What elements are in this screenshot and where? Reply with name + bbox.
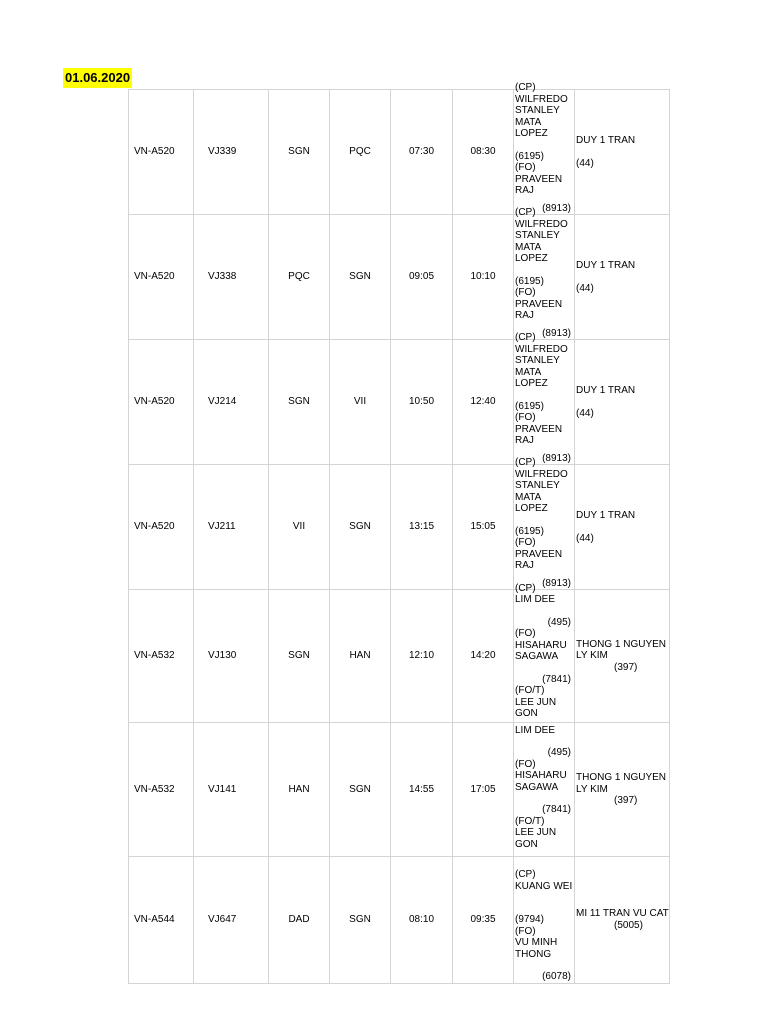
destination-cell: HAN [330,590,391,723]
flight-number-cell: VJ130 [194,590,269,723]
first-officer-tag: (FO) [515,537,536,548]
first-officer-id: (8913) [542,202,571,214]
cabin-crew-cell [575,90,670,215]
origin-cell: SGN [269,590,330,723]
captain-id: (495) [547,747,571,759]
first-officer-tag: (FO) [515,925,536,937]
flight-crew-cell [514,457,575,590]
departure-time-cell: 13:15 [391,465,453,590]
table-row [129,857,670,984]
date-heading: 01.06.2020 [63,68,132,88]
cabin-crew-name: MI 11 TRAN VU CAT [576,908,669,920]
captain-id: (495) [547,616,571,628]
cabin-crew-cell [575,465,670,590]
flight-crew-cell [514,723,575,857]
first-officer-id: (8913) [542,327,571,339]
flight-crew-cell [514,207,575,340]
table-row [129,590,670,723]
cabin-crew-name: DUY 1 TRAN [576,260,636,271]
first-officer-id: (6078) [542,971,571,982]
trainee-officer-tag: (FO/T) [515,685,545,696]
table-row [129,215,670,340]
arrival-time-cell: 14:20 [453,590,514,723]
captain-tag: (CP) [515,332,536,343]
captain-id: (6195) [515,400,544,412]
captain-tag: (CP) [515,582,536,594]
registration-cell: VN-A520 [129,340,194,465]
first-officer-name: PRAVEEN RAJ [515,298,565,321]
arrival-time-cell: 09:35 [453,857,514,984]
cabin-crew-id: (44) [576,282,594,294]
registration-cell: VN-A532 [129,590,194,723]
flight-number-cell: VJ338 [194,215,269,340]
captain-id: (6195) [515,525,544,537]
cabin-crew-cell [575,340,670,465]
first-officer-name: PRAVEEN RAJ [515,423,565,446]
registration-cell: VN-A520 [129,215,194,340]
first-officer-tag: (FO) [515,628,536,639]
trainee-officer-name: LEE JUN GON [515,827,559,850]
cabin-crew-id: (44) [576,532,594,544]
cabin-crew-id: (44) [576,407,594,419]
captain-name: WILFREDO STANLEY MATA LOPEZ [515,343,571,389]
first-officer-tag: (FO) [515,287,536,298]
cabin-crew-id: (44) [576,157,594,169]
origin-cell: VII [269,465,330,590]
captain-tag: (CP) [515,82,536,93]
flight-crew-cell [514,82,575,215]
origin-cell: SGN [269,340,330,465]
origin-cell: SGN [269,90,330,215]
registration-cell: VN-A544 [129,857,194,984]
arrival-time-cell: 15:05 [453,465,514,590]
destination-cell: PQC [330,90,391,215]
cabin-crew-name: THONG 1 NGUYEN LY KIM [576,772,667,795]
first-officer-id: (7841) [542,804,571,816]
first-officer-name: PRAVEEN RAJ [515,548,565,571]
first-officer-id: (7841) [542,673,571,685]
trainee-officer-tag: (FO/T) [515,815,545,827]
departure-time-cell: 10:50 [391,340,453,465]
departure-time-cell: 14:55 [391,723,453,857]
departure-time-cell: 12:10 [391,590,453,723]
first-officer-name: HISAHARU SAGAWA [515,639,570,662]
arrival-time-cell: 10:10 [453,215,514,340]
captain-name: KUANG WEI [515,880,573,892]
captain-name: LIM DEE [515,724,556,736]
cabin-crew-cell [575,857,670,984]
arrival-time-cell: 12:40 [453,340,514,465]
origin-cell: HAN [269,723,330,857]
first-officer-id: (8913) [542,577,571,589]
first-officer-tag: (FO) [515,412,536,423]
destination-cell: SGN [330,723,391,857]
captain-tag: (CP) [515,869,536,880]
cabin-crew-cell [575,215,670,340]
cabin-crew-name: DUY 1 TRAN [576,385,636,396]
captain-name: WILFREDO STANLEY MATA LOPEZ [515,468,571,514]
destination-cell: SGN [330,465,391,590]
cabin-crew-name: DUY 1 TRAN [576,135,636,146]
trainee-officer-name: LEE JUN GON [515,696,559,719]
table-row [129,90,670,215]
destination-cell: SGN [330,215,391,340]
flight-crew-cell [514,857,575,984]
first-officer-tag: (FO) [515,162,536,173]
cabin-crew-id: (5005) [614,919,643,931]
departure-time-cell: 09:05 [391,215,453,340]
captain-id: (6195) [515,150,544,162]
arrival-time-cell: 17:05 [453,723,514,857]
destination-cell: SGN [330,857,391,984]
table-row [129,723,670,857]
first-officer-tag: (FO) [515,758,536,770]
registration-cell: VN-A520 [129,465,194,590]
departure-time-cell: 07:30 [391,90,453,215]
first-officer-name: HISAHARU SAGAWA [515,770,570,793]
captain-name: WILFREDO STANLEY MATA LOPEZ [515,218,571,264]
flight-number-cell: VJ211 [194,465,269,590]
arrival-time-cell: 08:30 [453,90,514,215]
flight-number-cell: VJ214 [194,340,269,465]
flight-schedule-table [128,82,670,984]
origin-cell: PQC [269,215,330,340]
captain-name: WILFREDO STANLEY MATA LOPEZ [515,93,571,139]
cabin-crew-id: (397) [614,661,638,673]
flight-number-cell: VJ339 [194,90,269,215]
cabin-crew-name: DUY 1 TRAN [576,510,636,521]
captain-tag: (CP) [515,207,536,218]
captain-tag: (CP) [515,457,536,468]
destination-cell: VII [330,340,391,465]
flight-number-cell: VJ647 [194,857,269,984]
first-officer-name: VU MINH THONG [515,937,560,960]
registration-cell: VN-A520 [129,90,194,215]
cabin-crew-id: (397) [614,795,638,807]
first-officer-name: PRAVEEN RAJ [515,173,565,196]
departure-time-cell: 08:10 [391,857,453,984]
captain-name: LIM DEE [515,594,556,605]
table-row [129,465,670,590]
cabin-crew-cell [575,723,670,857]
flight-number-cell: VJ141 [194,723,269,857]
flight-crew-cell [514,332,575,465]
cabin-crew-cell [575,590,670,723]
captain-id: (6195) [515,275,544,287]
table-row [129,340,670,465]
origin-cell: DAD [269,857,330,984]
cabin-crew-name: THONG 1 NGUYEN LY KIM [576,638,667,662]
captain-id: (9794) [515,914,544,925]
first-officer-id: (8913) [542,452,571,464]
registration-cell: VN-A532 [129,723,194,857]
